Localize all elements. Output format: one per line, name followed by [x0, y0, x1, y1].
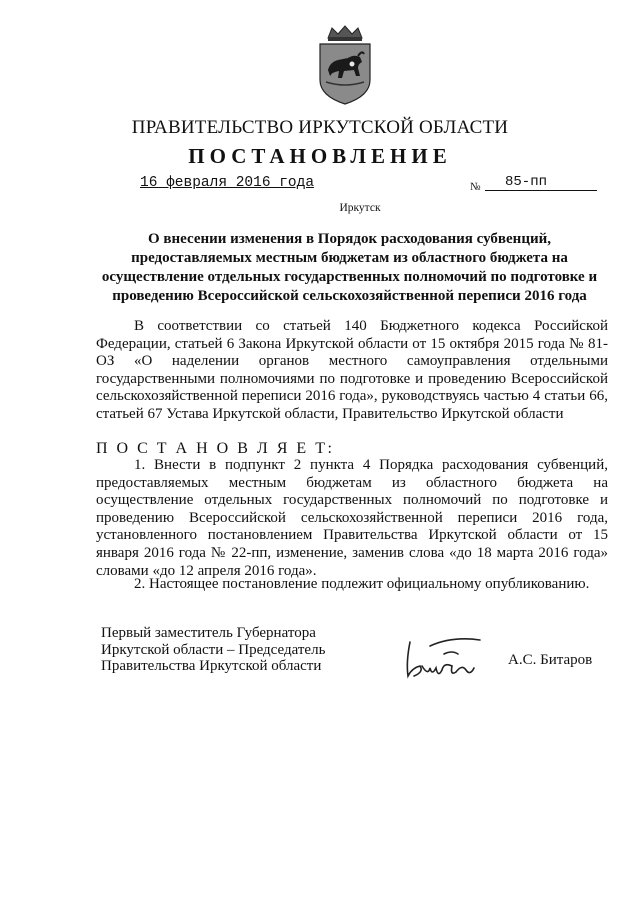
document-number: 85-пп [485, 174, 597, 191]
document-date: 16 февраля 2016 года [140, 175, 315, 191]
document-type: ПОСТАНОВЛЕНИЕ [188, 144, 452, 168]
preamble-paragraph: В соответствии со статьей 140 Бюджетного кодекса Российской Федерации, статьей 6 Закона Иркутской области от 15 октября 2015 года № 81-ОЗ «О наделении органов местного самоуправления отдельными государственными полномочиями по подготовке и проведению Всероссийской сельскохозяйственной переписи 2016 года», руководствуясь частью 4 статьи 66, статьей 67 Устава Иркутской области, Правительство Иркутской области [96, 318, 608, 422]
signatory-name: А.С. Битаров [508, 652, 593, 668]
position-line-3: Правительства Иркутской области [101, 658, 322, 674]
item-1-paragraph: 1. Внести в подпункт 2 пункта 4 Порядка расходования субвенций, предоставляемых местным бюджетам из областного бюджета на осуществление отдельных государственных полномочий по подготовке и проведению Всероссийской сельскохозяйственной переписи 2016 года, установленного постановлением Правительства Иркутской области от 15 января 2016 года № 22-пп, изменение, заменив слова «до 18 марта 2016 года» словами «до 12 апреля 2016 года». [96, 457, 608, 579]
item-2-paragraph: 2. Настоящее постановление подлежит официальному опубликованию. [134, 576, 590, 592]
government-name: ПРАВИТЕЛЬСТВО ИРКУТСКОЙ ОБЛАСТИ [131, 117, 509, 138]
signatory-position [101, 625, 325, 675]
resolves-heading: П О С Т А Н О В Л Я Е Т: [96, 440, 335, 457]
document-city: Иркутск [339, 202, 381, 214]
coat-of-arms-icon [314, 24, 376, 106]
document-title: О внесении изменения в Порядок расходования субвенций, предоставляемых местным бюджетам из областного бюджета на осуществление отдельных государственных полномочий по подготовке и проведению Всероссийской сельскохозяйственной переписи 2016 года [101, 231, 598, 304]
position-line-2: Иркутской области – Председатель [101, 641, 326, 658]
number-label: № [470, 181, 481, 193]
position-line-1: Первый заместитель Губернатора [101, 625, 316, 641]
handwritten-signature [400, 632, 490, 682]
